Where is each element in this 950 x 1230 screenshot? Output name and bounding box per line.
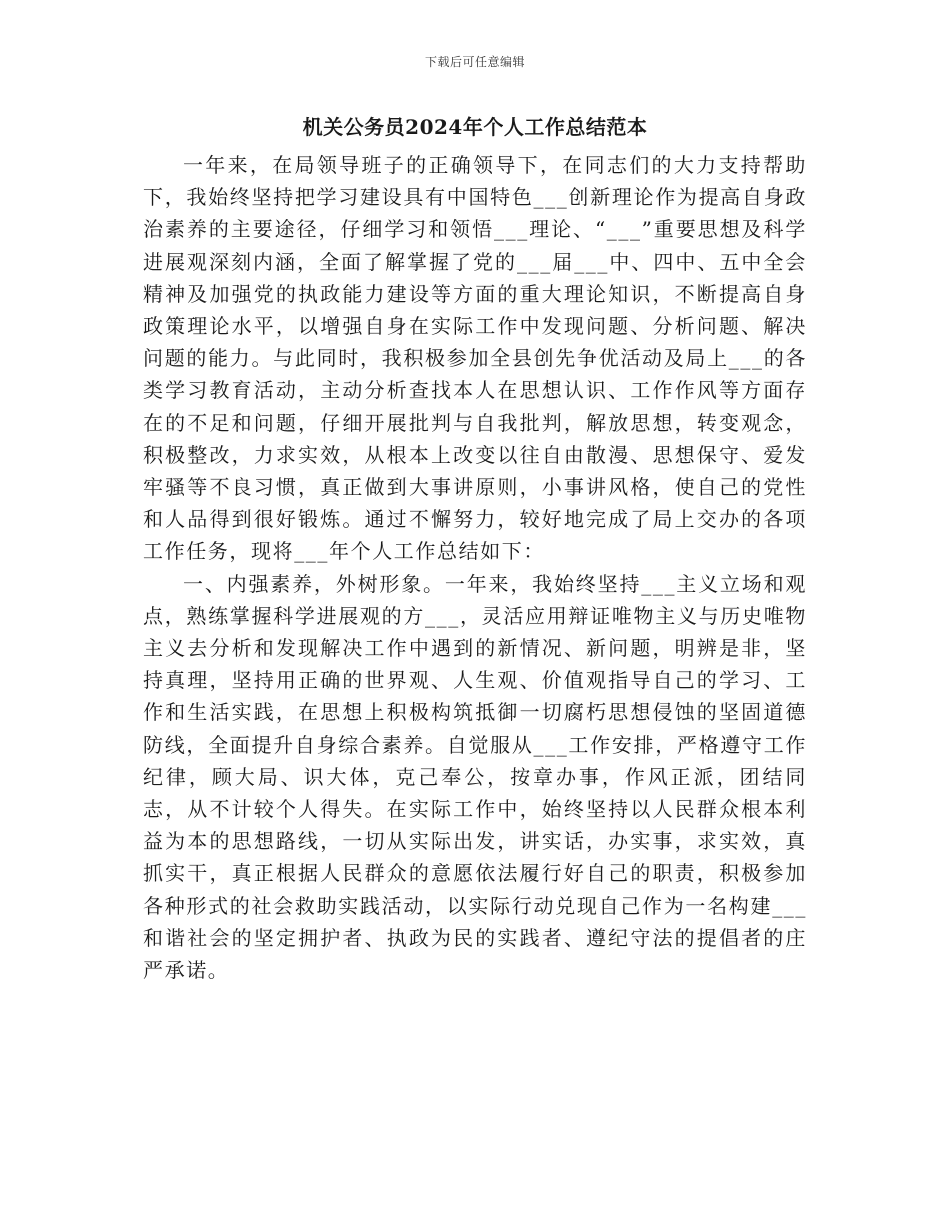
page-header-note: 下载后可任意编辑 — [424, 55, 525, 69]
document-body — [143, 113, 807, 986]
document-title: 机关公务员2024年个人工作总结范本 — [302, 115, 648, 139]
paragraph-section-one: 一、内强素养，外树形象。一年来，我始终坚持___主义立场和观点，熟练掌握科学进展观的方___，灵活应用辩证唯物主义与历史唯物主义去分析和发现解决工作中遇到的新情况、新问题，明辨是非，坚持真理，坚持用正确的世界观、人生观、价值观指导自己的学习、工作和生活实践，在思想上积极构筑抵御一切腐朽思想侵蚀的坚固道德防线，全面提升自身综合素养。自觉服从___工作安排，严格遵守工作纪律，顾大局、识大体，克己奉公，按章办事，作风正派，团结同志，从不计较个人得失。在实际工作中，始终坚持以人民群众根本利益为本的思想路线，一切从实际出发，讲实话，办实事，求实效，真抓实干，真正根据人民群众的意愿依法履行好自己的职责，积极参加各种形式的社会救助实践活动，以实际行动兑现自己作为一名构建___和谐社会的坚定拥护者、执政为民的实践者、遵纪守法的提倡者的庄严承诺。 — [143, 571, 807, 983]
paragraph-intro: 一年来，在局领导班子的正确领导下，在同志们的大力支持帮助下，我始终坚持把学习建设具有中国特色___创新理论作为提高自身政治素养的主要途径，仔细学习和领悟___理论、“___”重要思想及科学进展观深刻内涵，全面了解掌握了党的___届___中、四中、五中全会精神及加强党的执政能力建设等方面的重大理论知识，不断提高自身政策理论水平，以增强自身在实际工作中发现问题、分析问题、解决问题的能力。与此同时，我积极参加全县创先争优活动及局上___的各类学习教育活动，主动分析查找本人在思想认识、工作作风等方面存在的不足和问题，仔细开展批判与自我批判，解放思想，转变观念，积极整改，力求实效，从根本上改变以往自由散漫、思想保守、爱发牢骚等不良习惯，真正做到大事讲原则，小事讲风格，使自己的党性和人品得到很好锻炼。通过不懈努力，较好地完成了局上交办的各项工作任务，现将___年个人工作总结如下： — [143, 153, 807, 564]
